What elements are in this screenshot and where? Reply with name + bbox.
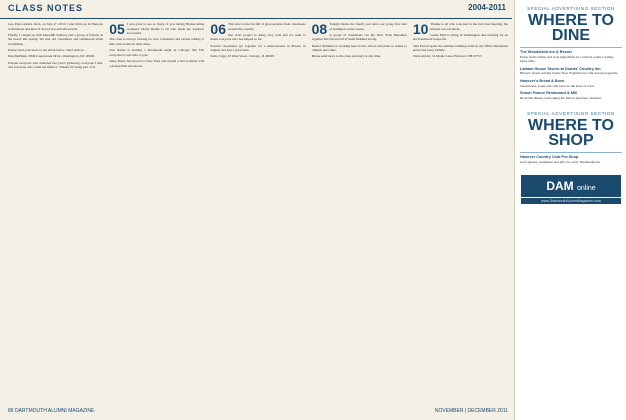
shop-item-text: Golf apparel, equipment and gifts for every Dartmouth fan. [520, 159, 601, 164]
note-paragraph: I was great to see so many of you during Homecoming weekend. Many thanks to all who made the weekend successful. [126, 22, 205, 36]
dam-url-link[interactable]: www.DartmouthAlumniMagazine.com [521, 198, 621, 204]
note-paragraph: Finally, I caught up with Meredith Sanberg and a group of friends on the beach this spring. We met old classmates and reminisced about everything. [8, 32, 104, 46]
note-paragraph: Tonight marks the fourth year since our group first met as freshmen on the Green. [329, 22, 407, 31]
note-paragraph: This note is late but full of great updates from classmates around the country. [227, 22, 306, 31]
shop-item[interactable] [520, 155, 622, 164]
note-paragraph: Lizzie Hall is living in Washington and working for an environmental nonprofit. [412, 32, 509, 42]
footer-issue: NOVEMBER | DECEMBER 2011 [434, 408, 508, 414]
note-paragraph: Our class project is doing very well and we want to thank everyone who has helped so far. [210, 32, 306, 42]
note-paragraph: Please send your news to the email below. Send with us. [8, 48, 85, 53]
note-paragraph: Daniel Weinman is working hard in law school and plans to return to campus next June. [311, 43, 407, 53]
class-year-numeral: 05 [109, 22, 125, 37]
dine-item[interactable] [520, 50, 622, 64]
where-to-shop-heading: WHERE TO SHOP [528, 117, 614, 150]
class-notes-columns [8, 22, 508, 406]
sidebar-label: SPECIAL ADVERTISING SECTION [527, 6, 615, 11]
page-header [0, 0, 512, 19]
note-paragraph: Katie Cagg, 23 West Street, Chicago, IL 60605 [210, 54, 275, 59]
note-paragraph: Anne Russo has moved to New York and started a new position with a design firm downtown. [109, 58, 205, 68]
page-footer [8, 408, 508, 414]
dam-subtitle: online [576, 184, 596, 192]
class-year-numeral: 08 [311, 22, 328, 37]
shop-list [515, 153, 626, 169]
advertising-sidebar [514, 0, 626, 420]
notes-column [312, 22, 407, 406]
section-title: CLASS NOTES [8, 3, 84, 13]
notes-column [413, 22, 508, 406]
where-to-dine-heading: WHERE TO DINE [528, 12, 614, 44]
dine-item-name: Simon Pearce Restaurant & Mill [520, 91, 578, 96]
dine-item-text: Enjoy fresh cuisine and local ingredients in a relaxed country setting. Open daily. [520, 54, 614, 64]
dine-item-text: Riverside dining overlooking the falls in Quechee, Vermont. [520, 95, 602, 100]
note-paragraph: Jose Rabin is hosting a Dartmouth night in Chicago this fall; everyone is welcome to join. [109, 48, 205, 57]
dam-title: DAM [546, 178, 574, 193]
dine-item-name: The Woodstock Inn & Resort [520, 50, 572, 54]
note-paragraph: A group of classmates ran the New York Marathon together this fall and all of them finished strong. [311, 32, 407, 42]
notes-column [109, 22, 204, 406]
class-years: 2004-2011 [468, 3, 506, 12]
note-paragraph: Thanks to all who took part in the fall class meeting; the turnout was excellent. [430, 22, 509, 31]
note-paragraph: Unique everyone who attended last year's gathering, everyone I met, and everyone who could not make it. Thanks for being part of it. [8, 60, 104, 70]
dine-item[interactable] [520, 67, 622, 76]
notes-column [210, 22, 305, 406]
note-paragraph: tree, Petra Adams Jerza, on July 27, 2010. I met Petra up in Hanover at Reunions and kind of stayed in touch afterwards. [8, 22, 104, 31]
note-paragraph: The class is always looking for new volunteers and people willing to help with events in their cities. [109, 37, 205, 46]
note-paragraph: Several classmates got together for a mini-reunion in Boston in August and had a great time. [210, 43, 306, 53]
dine-item[interactable] [520, 91, 622, 100]
note-paragraph: Please send news to the class secretary at any time. [311, 54, 381, 59]
dine-item[interactable] [520, 79, 622, 88]
class-year-numeral: 06 [210, 22, 226, 37]
footer-magazine: 86 DARTMOUTH ALUMNI MAGAZINE [8, 408, 95, 414]
dine-item-name: Latham House Tavern at Dowds' Country Inn [520, 66, 601, 71]
note-paragraph: Chris Abbott, 14 Maple Lane, Hanover, NH 03755 [412, 54, 482, 59]
dine-item-text: Historic tavern serving classic New England fare with seasonal specials. [520, 71, 619, 76]
dam-online-banner[interactable] [521, 175, 621, 197]
note-paragraph: Sam Farrell spent the summer building trails in the White Mountains and loved every minute. [412, 43, 509, 53]
dine-item-name: Hanover's Bread & Brew [520, 78, 565, 83]
dine-item-text: Sandwiches, soups and craft beers in the heart of town. [520, 83, 595, 88]
notes-column [8, 22, 103, 406]
dine-list [515, 48, 626, 105]
sidebar-label-2: SPECIAL ADVERTISING SECTION [527, 111, 615, 117]
shop-item-name: Hanover Country Club Pro Shop [520, 155, 579, 160]
class-year-numeral: 10 [412, 22, 429, 37]
note-paragraph: Dan Mellman, 3849 Laurelcreek Drive, Washington, DC 20000 [8, 54, 95, 59]
